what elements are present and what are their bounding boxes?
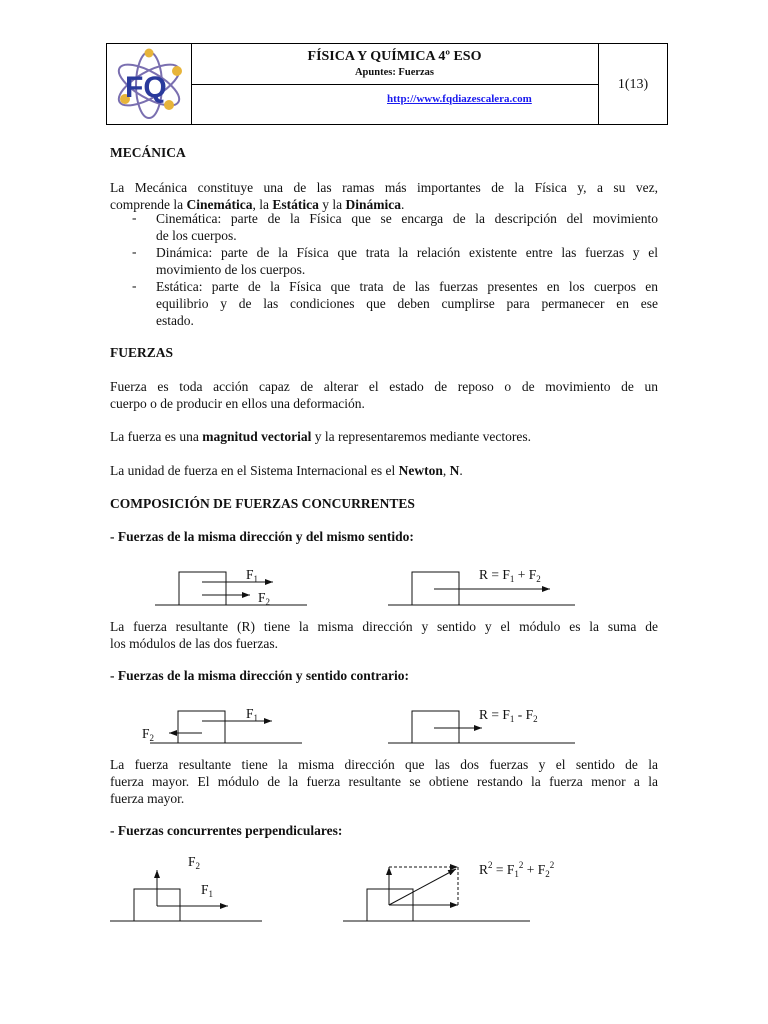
fq-logo [111, 47, 187, 121]
item-estatica-line3: estado. [156, 313, 194, 328]
body-block [178, 711, 225, 743]
header-box [106, 43, 668, 125]
case1-title: - Fuerzas de la misma dirección y del mismo sentido: [110, 529, 414, 544]
body-block [179, 572, 226, 605]
logo-text: FQ [125, 71, 167, 104]
label-f2: $F_2$ [188, 854, 201, 871]
mecanica-intro-line2: comprende la Cinemática, la Estática y la Dinámica. [110, 197, 405, 212]
diagram-same-direction [150, 560, 590, 612]
item-cinematica-line1: Cinemática: parte de la Física que se encarga de la descripción del movimiento [156, 211, 658, 226]
case1-text-line2: los módulos de las dos fuerzas. [110, 636, 278, 651]
label-resultant-diff: $R = F_1 - F_2$ [479, 707, 538, 724]
item-estatica-line2: equilibrio y de las condiciones que deben cumplirse para permanecer en ese [156, 296, 658, 311]
doc-subtitle: Apuntes: Fuerzas [354, 67, 435, 78]
fuerza-def-line2: cuerpo o de producir en ellos una deformación. [110, 396, 365, 411]
diagram-opposite-direction [135, 700, 590, 750]
heading-mecanica: MECÁNICA [110, 145, 186, 160]
bullet-dash: - [132, 278, 137, 293]
website-link[interactable]: http://www.fqdiazescalera.com [387, 93, 532, 105]
bullet-dash: - [132, 244, 137, 259]
label-resultant-pythagoras: $R^2 = F_1^2 + F_2^2$ [479, 860, 555, 879]
fuerza-def-line1: Fuerza es toda acción capaz de alterar el estado de reposo o de movimiento de un [110, 379, 658, 394]
diagram-perpendicular [105, 852, 585, 928]
label-f2: $F_2$ [142, 726, 155, 743]
label-f1: $F_1$ [246, 706, 259, 723]
case2-text-line2: fuerza mayor. El módulo de la fuerza resultante se obtiene restando la fuerza menor a la [110, 774, 658, 789]
bullet-dash: - [132, 210, 137, 225]
fuerza-vectorial: La fuerza es una magnitud vectorial y la representaremos mediante vectores. [110, 429, 531, 444]
fuerza-unidad: La unidad de fuerza en el Sistema Internacional es el Newton, N. [110, 463, 463, 478]
case2-title: - Fuerzas de la misma dirección y sentido contrario: [110, 668, 409, 683]
item-dinamica-line2: movimiento de los cuerpos. [156, 262, 306, 277]
case2-text-line3: fuerza mayor. [110, 791, 185, 806]
case3-title: - Fuerzas concurrentes perpendiculares: [110, 823, 343, 838]
item-cinematica-line2: de los cuerpos. [156, 228, 237, 243]
resultant-arrow [389, 869, 456, 905]
label-f1: $F_1$ [246, 567, 259, 584]
mecanica-intro-line1: La Mecánica constituye una de las ramas más importantes de la Física y, a su vez, [110, 180, 658, 195]
doc-title: FÍSICA Y QUÍMICA 4º ESO [307, 49, 482, 64]
label-f1: $F_1$ [201, 882, 214, 899]
case1-text-line1: La fuerza resultante (R) tiene la misma dirección y sentido y el módulo es la suma de [110, 619, 658, 634]
label-resultant-sum: $R = F_1 + F_2$ [479, 567, 541, 584]
atom-icon [111, 47, 187, 121]
page-number: 1(13) [617, 77, 649, 92]
body-block [412, 711, 459, 743]
label-f2: $F_2$ [258, 590, 271, 607]
item-dinamica-line1: Dinámica: parte de la Física que trata la relación existente entre las fuerzas y el [156, 245, 658, 260]
item-estatica-line1: Estática: parte de la Física que trata de las fuerzas presentes en los cuerpos en [156, 279, 658, 294]
case2-text-line1: La fuerza resultante tiene la misma dirección que las dos fuerzas y el sentido de la [110, 757, 658, 772]
heading-composicion: COMPOSICIÓN DE FUERZAS CONCURRENTES [110, 496, 415, 511]
heading-fuerzas: FUERZAS [110, 345, 174, 360]
